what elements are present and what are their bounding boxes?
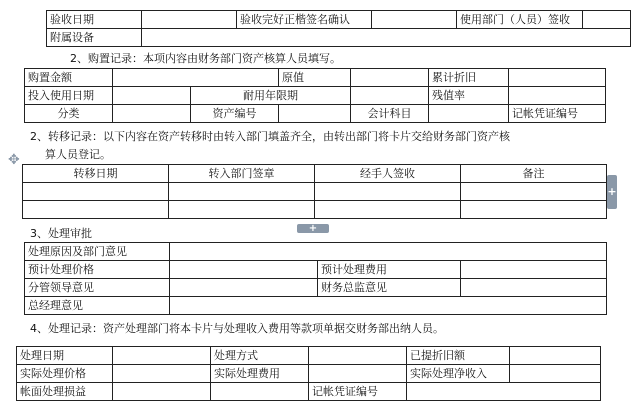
- transfer-date-header: 转移日期: [23, 165, 169, 183]
- table-cell[interactable]: [461, 201, 607, 219]
- depreciation-provided-label: 已提折旧额: [407, 347, 510, 365]
- purchase-heading: 2、购置记录：本项内容由财务部门资产核算人员填写。: [70, 52, 341, 65]
- disposal-record-table: [16, 346, 601, 401]
- in-service-date-label: 投入使用日期: [25, 87, 113, 105]
- cfo-opinion-label: 财务总监意见: [318, 279, 461, 297]
- transfer-heading-line1: 2、转移记录：以下内容在资产转移时由转入部门填盖齐全，由转出部门将卡片交给财务部门资产核: [30, 130, 510, 143]
- disposal-reason-cell[interactable]: [170, 243, 607, 261]
- book-gain-loss-cell[interactable]: [113, 383, 211, 401]
- plus-icon: +: [607, 185, 617, 198]
- table-row: [47, 29, 631, 47]
- gm-opinion-label: 总经理意见: [25, 297, 170, 315]
- purchase-amount-cell[interactable]: [113, 69, 279, 87]
- department-signoff-label: 使用部门（人员）签收: [457, 11, 583, 29]
- asset-number-cell[interactable]: [279, 105, 351, 123]
- table-row: [23, 165, 607, 183]
- category-label: 分类: [25, 105, 113, 123]
- gm-opinion-cell[interactable]: [170, 297, 607, 315]
- table-row: [25, 279, 607, 297]
- accumulated-depreciation-cell[interactable]: [509, 69, 606, 87]
- disposal-date-cell[interactable]: [113, 347, 211, 365]
- disposal-method-label: 处理方式: [211, 347, 309, 365]
- disposal-method-cell[interactable]: [309, 347, 407, 365]
- table-row: [17, 347, 601, 365]
- disposal-date-label: 处理日期: [17, 347, 113, 365]
- plus-icon: +: [308, 223, 318, 234]
- purchase-table: [24, 68, 606, 123]
- service-life-label: 耐用年限期: [191, 87, 351, 105]
- department-signoff-cell[interactable]: [583, 11, 631, 29]
- acceptance-signature-cell[interactable]: [372, 11, 457, 29]
- actual-cost-label: 实际处理费用: [211, 365, 309, 383]
- table-row: [25, 261, 607, 279]
- voucher-number-label: 记帐凭证编号: [309, 383, 407, 401]
- net-income-cell[interactable]: [510, 365, 601, 383]
- remarks-header: 备注: [461, 165, 607, 183]
- estimated-price-cell[interactable]: [170, 261, 318, 279]
- table-row: [17, 383, 601, 401]
- table-row: [25, 243, 607, 261]
- disposal-review-table: [24, 242, 607, 315]
- original-value-cell[interactable]: [351, 69, 429, 87]
- voucher-number-cell[interactable]: [407, 383, 601, 401]
- table-row: [23, 183, 607, 201]
- account-subject-label: 会计科目: [351, 105, 429, 123]
- accumulated-depreciation-label: 累计折旧: [429, 69, 509, 87]
- acceptance-date-cell[interactable]: [142, 11, 237, 29]
- service-life-cell[interactable]: [351, 87, 429, 105]
- table-cell[interactable]: [211, 383, 309, 401]
- table-row: [23, 201, 607, 219]
- table-cell[interactable]: [169, 183, 315, 201]
- table-cell[interactable]: [315, 201, 461, 219]
- book-gain-loss-label: 帐面处理损益: [17, 383, 113, 401]
- table-row: [25, 69, 606, 87]
- actual-price-label: 实际处理价格: [17, 365, 113, 383]
- cfo-opinion-cell[interactable]: [461, 279, 607, 297]
- estimated-cost-cell[interactable]: [461, 261, 607, 279]
- residual-rate-cell[interactable]: [509, 87, 606, 105]
- account-subject-cell[interactable]: [429, 105, 509, 123]
- original-value-label: 原值: [279, 69, 351, 87]
- estimated-cost-label: 预计处理费用: [318, 261, 461, 279]
- table-row: [25, 87, 606, 105]
- actual-price-cell[interactable]: [113, 365, 211, 383]
- purchase-amount-label: 购置金额: [25, 69, 113, 87]
- disposal-record-heading: 4、处理记录：资产处理部门将本卡片与处理收入费用等款项单据交财务部出纳人员。: [30, 322, 444, 335]
- disposal-review-heading: 3、处理审批: [30, 227, 92, 240]
- acceptance-signature-label: 验收完好正楷签名确认: [237, 11, 372, 29]
- net-income-label: 实际处理净收入: [407, 365, 510, 383]
- residual-rate-label: 残值率: [429, 87, 509, 105]
- table-row: [47, 11, 631, 29]
- depreciation-provided-cell[interactable]: [510, 347, 601, 365]
- handler-signoff-header: 经手人签收: [315, 165, 461, 183]
- table-row: [25, 297, 607, 315]
- accessories-label: 附属设备: [47, 29, 142, 47]
- table-cell[interactable]: [461, 183, 607, 201]
- voucher-number-label: 记帐凭证编号: [509, 105, 606, 123]
- accessories-cell[interactable]: [142, 29, 631, 47]
- transfer-heading-line2: 算人员登记。: [45, 148, 111, 161]
- category-cell[interactable]: [113, 105, 191, 123]
- supervisor-opinion-label: 分管领导意见: [25, 279, 170, 297]
- table-cell[interactable]: [315, 183, 461, 201]
- table-cell[interactable]: [23, 201, 169, 219]
- acceptance-date-label: 验收日期: [47, 11, 142, 29]
- disposal-reason-label: 处理原因及部门意见: [25, 243, 170, 261]
- receiving-department-header: 转入部门签章: [169, 165, 315, 183]
- supervisor-opinion-cell[interactable]: [170, 279, 318, 297]
- table-row: [17, 365, 601, 383]
- asset-number-label: 资产编号: [191, 105, 279, 123]
- transfer-table: [22, 164, 607, 219]
- add-column-handle[interactable]: [607, 175, 617, 209]
- table-cell[interactable]: [169, 201, 315, 219]
- add-row-handle[interactable]: [297, 224, 329, 233]
- acceptance-table: [46, 10, 631, 47]
- actual-cost-cell[interactable]: [309, 365, 407, 383]
- table-cell[interactable]: [23, 183, 169, 201]
- table-move-handle-icon[interactable]: ✥: [8, 152, 20, 168]
- in-service-date-cell[interactable]: [113, 87, 191, 105]
- table-row: [25, 105, 606, 123]
- estimated-price-label: 预计处理价格: [25, 261, 170, 279]
